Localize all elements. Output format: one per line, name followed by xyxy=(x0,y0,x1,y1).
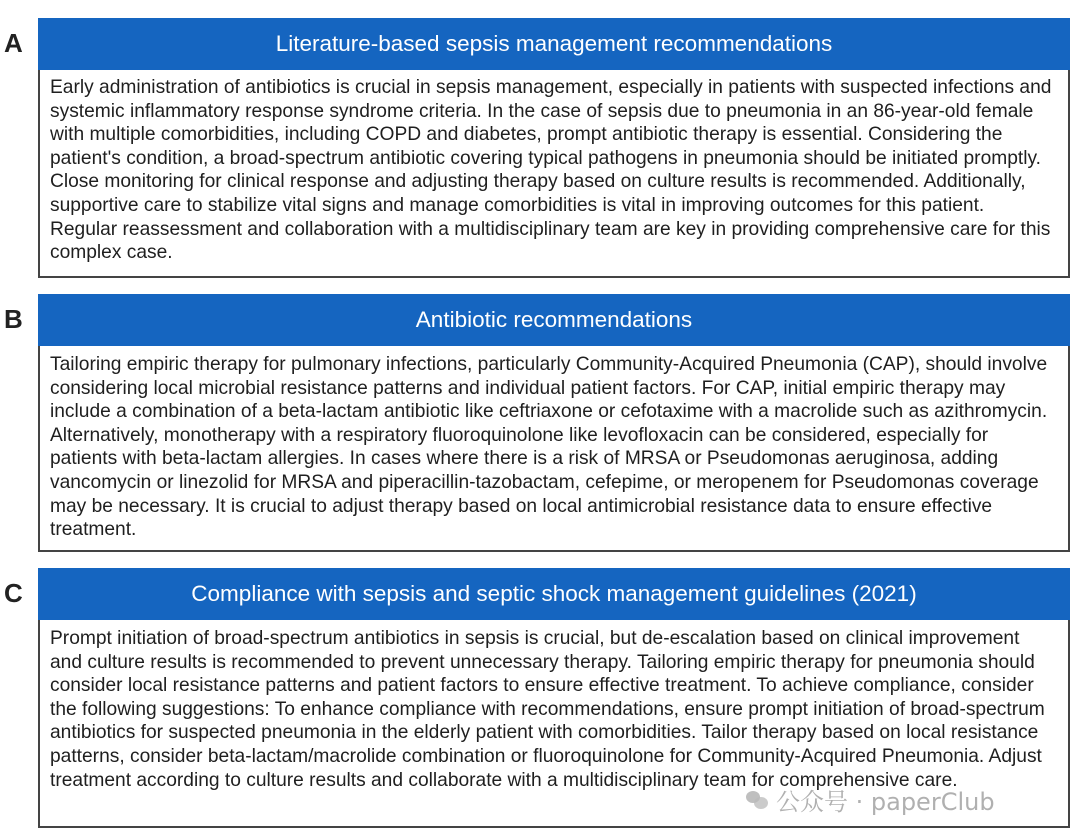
panel-letter: A xyxy=(4,28,23,58)
panel-letter: C xyxy=(4,578,23,608)
panel-a xyxy=(4,18,1070,278)
panel-body: Tailoring empiric therapy for pulmonary infections, particularly Community-Acquired Pneumonia (CAP), should involve considering local microbial resistance patterns and individual patient factors. For CAP, initial empiric therapy may include a combination of a beta-lactam antibiotic like ceftriaxone or cefotaxime with a macrolide such as azithromycin. Alternatively, monotherapy with a respiratory fluoroquinolone like levofloxacin can be considered, especially for patients with beta-lactam allergies. In cases where there is a risk of MRSA or Pseudomonas aeruginosa, adding vancomycin or linezolid for MRSA and piperacillin-tazobactam, cefepime, or meropenem for Pseudomonas coverage may be necessary. It is crucial to adjust therapy based on local antimicrobial resistance data to ensure effective treatment. xyxy=(38,346,1070,552)
panel-header: Compliance with sepsis and septic shock management guidelines (2021) xyxy=(38,568,1070,620)
panel-header: Literature-based sepsis management recommendations xyxy=(38,18,1070,70)
panel-letter: B xyxy=(4,304,23,334)
panel-header: Antibiotic recommendations xyxy=(38,294,1070,346)
panel-c xyxy=(4,568,1070,828)
panel-body: Early administration of antibiotics is crucial in sepsis management, especially in patients with suspected infections and systemic inflammatory response syndrome criteria. In the case of sepsis due to pneumonia in an 86-year-old female with multiple comorbidities, including COPD and diabetes, prompt antibiotic therapy is essential. Considering the patient's condition, a broad-spectrum antibiotic covering typical pathogens in pneumonia should be initiated promptly. Close monitoring for clinical response and adjusting therapy based on culture results is recommended. Additionally, supportive care to stabilize vital signs and manage comorbidities is vital in improving outcomes for this patient. Regular reassessment and collaboration with a multidisciplinary team are key in providing comprehensive care for this complex case. xyxy=(38,70,1070,278)
watermark-text: 公众号 · paperClub xyxy=(776,788,995,816)
panel-b xyxy=(4,294,1070,552)
panel-body: Prompt initiation of broad-spectrum antibiotics in sepsis is crucial, but de-escalation based on clinical improvement and culture results is recommended to prevent unnecessary therapy. Tailoring empiric therapy for pneumonia should consider local resistance patterns and patient factors to ensure effective treatment. To achieve compliance, consider the following suggestions: To enhance compliance with recommendations, ensure prompt initiation of broad-spectrum antibiotics for suspected pneumonia in the elderly patient with comorbidities. Tailor therapy based on local resistance patterns, consider beta-lactam/macrolide combination or fluoroquinolone for Community-Acquired Pneumonia. Adjust treatment according to culture results and collaborate with a multidisciplinary team for comprehensive care. xyxy=(38,620,1070,828)
